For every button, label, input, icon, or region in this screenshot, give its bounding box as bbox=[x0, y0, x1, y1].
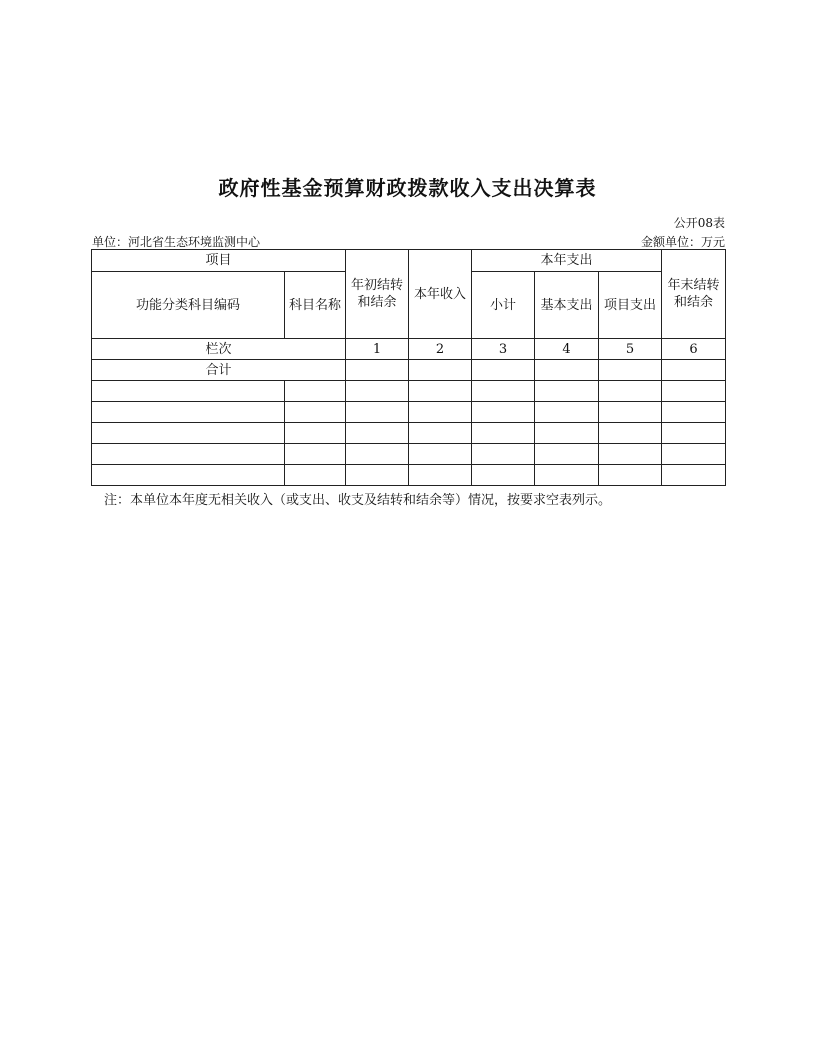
table-cell bbox=[599, 360, 662, 381]
amount-unit-label: 金额单位：万元 bbox=[640, 235, 725, 249]
table-cell bbox=[409, 465, 472, 486]
col-index: 5 bbox=[599, 339, 662, 360]
table-cell bbox=[535, 360, 599, 381]
table-row bbox=[92, 423, 726, 444]
table-cell bbox=[92, 465, 285, 486]
table-row bbox=[92, 381, 726, 402]
footnote: 注：本单位本年度无相关收入（或支出、收支及结转和结余等）情况，按要求空表列示。 bbox=[104, 493, 612, 508]
column-index-row bbox=[92, 339, 726, 360]
header-income: 本年收入 bbox=[409, 250, 472, 339]
col-index: 6 bbox=[662, 339, 726, 360]
unit-label: 单位：河北省生态环境监测中心 bbox=[92, 235, 261, 249]
table-cell bbox=[92, 381, 285, 402]
table-cell bbox=[599, 444, 662, 465]
table-cell bbox=[662, 423, 726, 444]
table-cell bbox=[662, 381, 726, 402]
table-cell bbox=[346, 423, 409, 444]
table-cell bbox=[92, 402, 285, 423]
table-cell bbox=[285, 465, 346, 486]
table-cell bbox=[346, 444, 409, 465]
header-project: 项目 bbox=[92, 250, 346, 272]
table-cell bbox=[472, 465, 535, 486]
header-subtotal: 小计 bbox=[472, 272, 535, 339]
table-cell bbox=[346, 381, 409, 402]
header-basic: 基本支出 bbox=[535, 272, 599, 339]
table-cell bbox=[599, 381, 662, 402]
table-cell bbox=[535, 402, 599, 423]
form-number: 公开08表 bbox=[673, 216, 725, 230]
col-index: 4 bbox=[535, 339, 599, 360]
table-cell bbox=[472, 423, 535, 444]
header-expenditure: 本年支出 bbox=[472, 250, 662, 272]
table-cell bbox=[409, 444, 472, 465]
table-cell bbox=[535, 444, 599, 465]
table-row bbox=[92, 444, 726, 465]
table-cell bbox=[535, 423, 599, 444]
report-table bbox=[91, 249, 726, 486]
table-cell bbox=[662, 360, 726, 381]
table-cell bbox=[662, 402, 726, 423]
col-index: 2 bbox=[409, 339, 472, 360]
table-cell bbox=[472, 360, 535, 381]
total-label: 合计 bbox=[92, 360, 346, 381]
row-label: 栏次 bbox=[92, 339, 346, 360]
table-cell bbox=[285, 444, 346, 465]
table-cell bbox=[599, 465, 662, 486]
header-end-balance: 年末结转和结余 bbox=[662, 250, 726, 339]
table-cell bbox=[346, 402, 409, 423]
table-cell bbox=[92, 444, 285, 465]
total-row bbox=[92, 360, 726, 381]
table-cell bbox=[409, 360, 472, 381]
table-row bbox=[92, 402, 726, 423]
table-row bbox=[92, 465, 726, 486]
table-cell bbox=[599, 402, 662, 423]
table-cell bbox=[535, 381, 599, 402]
table-cell bbox=[472, 381, 535, 402]
header-subject-name: 科目名称 bbox=[285, 272, 346, 339]
header-func-code: 功能分类科目编码 bbox=[92, 272, 285, 339]
table-cell bbox=[535, 465, 599, 486]
col-index: 3 bbox=[472, 339, 535, 360]
table-cell bbox=[599, 423, 662, 444]
report-title: 政府性基金预算财政拨款收入支出决算表 bbox=[218, 176, 597, 200]
table-cell bbox=[409, 402, 472, 423]
table-cell bbox=[409, 423, 472, 444]
table-cell bbox=[409, 381, 472, 402]
table-cell bbox=[285, 423, 346, 444]
table-cell bbox=[346, 465, 409, 486]
table-cell bbox=[662, 444, 726, 465]
table-cell bbox=[472, 444, 535, 465]
header-project-exp: 项目支出 bbox=[599, 272, 662, 339]
table-cell bbox=[92, 423, 285, 444]
header-begin-balance: 年初结转和结余 bbox=[346, 250, 409, 339]
table-cell bbox=[472, 402, 535, 423]
table-cell bbox=[346, 360, 409, 381]
table-cell bbox=[662, 465, 726, 486]
table-cell bbox=[285, 402, 346, 423]
col-index: 1 bbox=[346, 339, 409, 360]
table-cell bbox=[285, 381, 346, 402]
